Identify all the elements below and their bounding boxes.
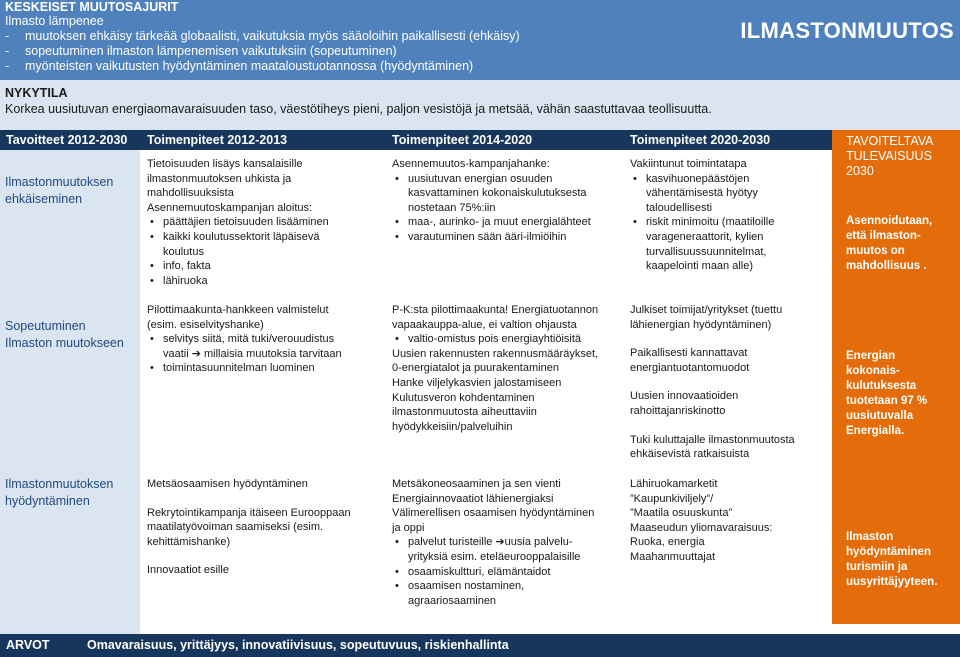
target-line: kokonais- xyxy=(846,365,900,377)
target-line: tuotetaan 97 % xyxy=(846,395,928,407)
text-line: Asennemuutoskampanjan aloitus: xyxy=(147,201,313,214)
row-label-prevention: Ilmastonmuutoksen ehkäiseminen xyxy=(5,175,114,206)
target-line: että ilmaston- xyxy=(846,230,921,242)
text-line: kasvattaminen kokonaiskulutuksesta xyxy=(408,187,587,200)
target-block-attitude xyxy=(846,214,956,274)
text-line: kehittämishanke) xyxy=(147,535,231,548)
text-line: Välimerellisen osaamisen hyödyntäminen xyxy=(392,507,595,520)
key-changes-subtitle: Ilmasto lämpenee xyxy=(5,14,104,28)
text-line: Tietoisuuden lisäys kansalaisille xyxy=(147,158,303,170)
spacer xyxy=(147,549,351,563)
header-goals: Tavoitteet 2012-2030 xyxy=(6,133,128,147)
target-block-utilization xyxy=(846,530,956,590)
text-line: nostetaan 75%:iin xyxy=(408,201,496,214)
current-state-panel xyxy=(0,80,960,130)
text-line: varageneraattorit, kylien xyxy=(646,230,764,243)
text-line: Rekrytointikampanja itäiseen Eurooppaan xyxy=(147,506,351,519)
spacer xyxy=(630,375,795,389)
target-line: Energialla. xyxy=(846,425,905,437)
text-line: Maahanmuuttajat xyxy=(630,550,715,563)
text-line: turvallisuussuunnitelmat, xyxy=(646,245,767,258)
header-actions-2014-2020: Toimenpiteet 2014-2020 xyxy=(392,133,533,147)
target-line: uusyrittäjyyteen. xyxy=(846,576,938,588)
bullet-item: • lähiruoka xyxy=(147,274,329,289)
text-line: Vakiintunut toimintatapa xyxy=(630,158,747,170)
bullet-item: • info, fakta xyxy=(147,259,329,274)
text-line: P-K:sta pilottimaakunta! Energiatuotannon xyxy=(392,304,599,316)
values-text: Omavaraisuus, yrittäjyys, innovatiivisuus, sopeutuvuus, riskienhallinta xyxy=(87,638,509,652)
target-line: Asennoidutaan, xyxy=(846,215,933,227)
text-line: energiantuotantomuodot xyxy=(630,361,750,374)
text-line: mahdollisuuksista xyxy=(147,187,234,200)
bullet-item: • osaamisen nostaminen, xyxy=(392,579,594,594)
cell-prevention-2014-2020 xyxy=(392,157,591,245)
text-line: Kulutusveron kohdentaminen xyxy=(392,391,535,404)
row-label-band xyxy=(0,150,140,298)
cell-adaptation-2012-2013 xyxy=(147,303,342,376)
header-actions-2012-2013: Toimenpiteet 2012-2013 xyxy=(147,133,288,147)
bullet-item: • kasvihuonepäästöjen xyxy=(630,172,774,187)
bullet-item: • uusiutuvan energian osuuden xyxy=(392,172,591,187)
text-line: ehkäisevistä ratkaisuista xyxy=(630,448,750,461)
text-line: lähienergian hyödyntäminen) xyxy=(630,318,772,331)
current-state-text: Korkea uusiutuvan energiaomavaraisuuden taso, väestötiheys pieni, paljon vesistöjä ja metsää, vähän saastuttavaa teollisuutta. xyxy=(5,102,712,116)
key-changes-title: KESKEISET MUUTOSAJURIT xyxy=(5,0,179,14)
bullet-item: • varautuminen sään ääri-ilmiöihin xyxy=(392,230,591,245)
text-line: Tuki kuluttajalle ilmastonmuutosta xyxy=(630,433,795,446)
cell-prevention-2012-2013 xyxy=(147,157,329,288)
text-line: (esim. esiselvityshanke) xyxy=(147,318,264,331)
key-change-item: - muutoksen ehkäisy tärkeää globaalisti, vaikutuksia myös sääoloihin paikallisesti (ehkäisy) xyxy=(5,29,520,43)
text-line: ilmastonmuutosta aiheuttaviin xyxy=(392,406,537,419)
text-line: Energiainnovaatiot lähienergiaksi xyxy=(392,492,554,505)
target-line: Energian xyxy=(846,350,896,362)
bullet-item: • maa-, aurinko- ja muut energialähteet xyxy=(392,215,591,230)
key-change-item: - myönteisten vaikutusten hyödyntäminen maataloustuotannossa (hyödyntäminen) xyxy=(5,59,474,73)
text-line: vaatii ➔ millaisia muutoksia tarvitaan xyxy=(163,347,342,360)
column-header-row xyxy=(0,130,832,150)
cell-prevention-2020-2030 xyxy=(630,157,774,274)
text-line: Maaseudun yliomavaraisuus: xyxy=(630,521,773,534)
page-title: ILMASTONMUUTOS xyxy=(740,18,954,43)
text-line: Metsäosaamisen hyödyntäminen xyxy=(147,478,308,490)
text-line: Uusien rakennusten rakennusmääräykset, xyxy=(392,347,599,360)
bullet-item: • toimintasuunnitelman luominen xyxy=(147,361,342,376)
key-changes-panel xyxy=(0,0,960,80)
text-line: Asennemuutos-kampanjahanke: xyxy=(392,158,550,170)
bullet-item: • valtio-omistus pois energiayhtiöisitä xyxy=(392,332,598,347)
row-label-adaptation: Sopeutuminen Ilmaston muutokseen xyxy=(5,319,124,350)
target-line: Ilmaston xyxy=(846,531,894,543)
text-line: Pilottimaakunta-hankkeen valmistelut xyxy=(147,304,329,316)
text-line: ilmastonmuutoksen uhkista ja xyxy=(147,172,292,185)
header-actions-2020-2030: Toimenpiteet 2020-2030 xyxy=(630,133,771,147)
values-band xyxy=(0,634,960,657)
spacer xyxy=(147,492,351,506)
text-line: Ruoka, energia xyxy=(630,536,705,549)
target-line: mahdollisuus . xyxy=(846,260,927,272)
text-line: kaapelointi maan alle) xyxy=(646,260,754,273)
text-line: Metsäkoneosaaminen ja sen vienti xyxy=(392,478,561,490)
current-state-title: NYKYTILA xyxy=(5,86,68,100)
cell-utilization-2014-2020 xyxy=(392,477,594,608)
text-line: yrityksiä esim. eteläeurooppalaisille xyxy=(408,550,581,563)
text-line: Innovaatiot esille xyxy=(147,564,229,577)
text-line: Julkiset toimijat/yritykset (tuettu xyxy=(630,304,783,316)
bullet-item: • selvitys siitä, mitä tuki/verouudistus xyxy=(147,332,342,347)
bullet-item: • osaamiskultturi, elämäntaidot xyxy=(392,565,594,580)
text-line: vapaakauppa-alue, ei valtion ohjausta xyxy=(392,318,577,331)
text-line: Hanke viljelykasvien jalostamiseen xyxy=(392,376,562,389)
target-future-title: TAVOITELTAVA TULEVAISUUS 2030 xyxy=(846,134,934,178)
text-line: Uusien innovaatioiden xyxy=(630,390,739,403)
text-line: koulutus xyxy=(163,245,204,258)
cell-adaptation-2020-2030 xyxy=(630,303,795,462)
row-label-utilization: Ilmastonmuutoksen hyödyntäminen xyxy=(5,477,114,508)
target-line: turismiin ja xyxy=(846,561,908,573)
text-line: ja oppi xyxy=(392,521,425,534)
text-line: ”Maatila osuuskunta” xyxy=(630,507,733,520)
text-line: vähentämisestä hyötyy xyxy=(646,187,758,200)
text-line: Lähiruokamarketit xyxy=(630,478,718,490)
bullet-item: • päättäjien tietoisuuden lisääminen xyxy=(147,215,329,230)
text-line: 0-energiatalot ja puurakentaminen xyxy=(392,362,559,375)
cell-adaptation-2014-2020 xyxy=(392,303,598,434)
target-line: kulutuksesta xyxy=(846,380,917,392)
target-line: muutos on xyxy=(846,245,905,257)
text-line: rahoittajanriskinotto xyxy=(630,404,726,417)
text-line: taloudellisesti xyxy=(646,201,713,214)
bullet-item: • palvelut turisteille ➔uusia palvelu- xyxy=(392,535,594,550)
target-block-energy xyxy=(846,349,956,439)
cell-utilization-2020-2030 xyxy=(630,477,772,565)
text-line: ”Kaupunkiviljely”/ xyxy=(630,492,714,505)
key-change-item: - sopeutuminen ilmaston lämpenemisen vaikutuksiin (sopeutuminen) xyxy=(5,44,397,58)
bullet-item: • kaikki koulutussektorit läpäisevä xyxy=(147,230,329,245)
spacer xyxy=(630,332,795,346)
text-line: maatilatyövoiman saamiseksi (esim. xyxy=(147,521,324,534)
text-line: Paikallisesti kannattavat xyxy=(630,347,748,360)
values-label: ARVOT xyxy=(6,638,50,652)
bullet-item: • riskit minimoitu (maatiloille xyxy=(630,215,774,230)
spacer xyxy=(630,419,795,433)
target-line: uusiutuvalla xyxy=(846,410,914,422)
text-line: hyödykkeisiin/palveluihin xyxy=(392,420,513,433)
text-line: agraariosaaminen xyxy=(408,594,497,607)
target-line: hyödyntäminen xyxy=(846,546,931,558)
cell-utilization-2012-2013 xyxy=(147,477,351,578)
